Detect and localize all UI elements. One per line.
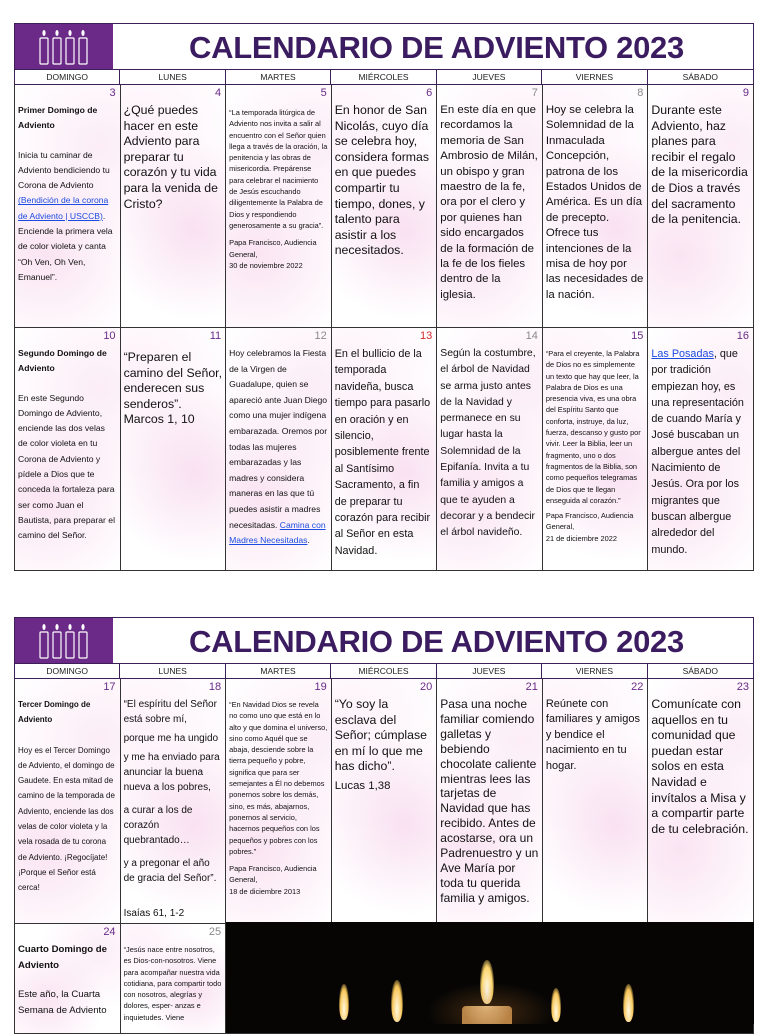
scripture-quote: “Yo soy la esclava del Señor; cúmplase en mí lo que me has dicho”. [334, 697, 427, 774]
weekday-label: VIERNES [542, 664, 647, 678]
day-text: Pasa una noche familiar comiendo galletas y bebiendo chocolate caliente mientras lees las tarjetas de Navidad que has recibido. Antes de acostarse, ora un Padrenuestro y un Ave María por toda tu querida familia y amigos. [440, 697, 539, 905]
day-number: 10 [103, 330, 116, 342]
day-number: 25 [208, 926, 222, 938]
pope-quote: “En Navidad Dios se revela no como uno que está en lo alto y que domina el universo, sino como Aquél que se abaja, desciende sobre la tierra pequeño y pobre, significa que para ser semejantes a Él no debemos ponernos sobre los demás, sino, es más, abajarnos, ponernos al servicio, hacernos pequeños con los pequeños y pobres con los pobres.” [229, 700, 328, 856]
day-cell-21 [437, 679, 543, 924]
day-text: En este día en que recordamos la memoria de San Ambrosio de Milán, un obispo y gran maestro de la fe, ora por el clero y por quienes han sido encargados de la formación de la fe de los fieles dentro de la iglesia. [440, 104, 538, 301]
week-row [14, 85, 754, 328]
quote-source: Papa Francisco, Audiencia General, [229, 238, 317, 259]
day-text: Hoy es el Tercer Domingo de Adviento, el domingo de Gaudete. En esta mitad de camino de la temporada de Adviento, enciende las dos velas de color violeta y la vela rosada de tu corona de Adviento. ¡Regocíjate! ¡Porque el Señor está cerca! [18, 745, 115, 893]
day-number: 21 [525, 681, 538, 693]
day-text: ¿Qué puedes hacer en este Adviento para preparar tu corazón y tu vida para la venida de Cristo? [123, 103, 218, 211]
day-number: 23 [736, 681, 749, 693]
weekday-label: JUEVES [437, 664, 542, 678]
day-text: En honor de San Nicolás, cuyo día se celebra hoy, considera formas en que puedes compartir tu tiempo, dones, y talento para asistir a los necesitados. [334, 103, 430, 258]
advent-candles-logo [15, 24, 113, 69]
day-number: 20 [420, 681, 433, 693]
day-cell-5 [226, 85, 332, 328]
blessing-link[interactable]: (Bendición de la corona de Adviento | USCCB) [18, 195, 109, 221]
day-text: Reúnete con familiares y amigos y bendice el nacimiento en tu hogar. [545, 698, 640, 772]
weekday-label: SÁBADO [682, 72, 718, 82]
day-cell-7 [437, 85, 543, 328]
day-number: 12 [314, 330, 327, 342]
day-text: . Enciende la primera vela de color violeta y canta “Oh Ven, Oh Ven, Emanuel”. [18, 210, 113, 282]
candles-icon [34, 28, 94, 66]
day-cell-6 [332, 85, 438, 328]
day-number: 9 [742, 87, 749, 99]
scripture-ref: Marcos 1, 10 [123, 412, 195, 427]
day-text: Comunícate con aquellos en tu comunidad que puedan estar solos en esta Navidad e invítalos a Misa y a compartir parte de tu celebración. [651, 697, 749, 836]
day-cell-23 [648, 679, 754, 924]
pope-quote: “Jesús nace entre nosotros, es Dios-con-nosotros. Viene para acompañar nuestra vida cotidiana, para compartir todo con nosotros, alegrías y dolores, esper- anzas e inquietudes. Viene [123, 945, 222, 1022]
sunday-heading: Cuarto Domingo de Adviento [18, 944, 108, 971]
quote-date: 18 de diciembre 2013 [229, 886, 301, 896]
day-number: 6 [426, 87, 433, 99]
day-number: 17 [103, 681, 116, 693]
weekday-label: LUNES [120, 664, 225, 678]
day-cell-17 [15, 679, 121, 924]
day-cell-24 [15, 924, 121, 1034]
weekday-label: DOMINGO [15, 664, 120, 678]
day-cell-19 [226, 679, 332, 924]
day-text: , que por tradición empiezan hoy, es una representación de cuando María y José buscaban un albergue antes del Nacimiento de Jesús. Ora por los migrantes que buscan albergue alrededor del mundo. [651, 348, 744, 556]
posadas-link[interactable]: Las Posadas [651, 348, 714, 360]
weekday-label: LUNES [120, 70, 225, 84]
day-text: Este año, la Cuarta Semana de Adviento [18, 989, 107, 1016]
weekday-label: MIÉRCOLES [331, 664, 436, 678]
day-text: Hoy se celebra la Solemnidad de la Inmaculada Concepción, patrona de los Estados Unidos de América. Es un día de precepto. Ofrece tus intenciones de la misa de hoy por las necesidades de la nación. [545, 104, 644, 301]
weekday-label: JUEVES [437, 70, 542, 84]
sunday-heading: Segundo Domingo de Adviento [18, 348, 107, 374]
weekday-label: MARTES [226, 70, 331, 84]
candles-photo [226, 922, 754, 1024]
day-cell-10 [15, 328, 121, 571]
day-cell-8 [543, 85, 649, 328]
day-cell-25 [121, 924, 227, 1034]
weekday-label: SÁBADO [682, 666, 718, 676]
pope-quote: “Para el creyente, la Palabra de Dios no es simplemente un texto que hay que leer, la Palabra de Dios es una presencia viva, es una obra del Espíritu Santo que conforta, instruye, da luz, fuerza, descanso y gusto por vivir. Leer la Biblia, leer un fragmento, uno o dos fragmentos de la Biblia, son como pequeños telegramas de Dios que te llegan enseguida al corazón.” [545, 349, 641, 505]
day-number: 15 [631, 330, 644, 342]
day-number: 7 [531, 87, 538, 99]
scripture-line: y a pregonar el año de gracia del Señor”. [123, 858, 217, 884]
week-row [14, 679, 754, 924]
quote-date: 21 de diciembre 2022 [545, 533, 617, 543]
scripture-ref: Isaías 61, 1-2 [123, 908, 185, 919]
day-number: 22 [631, 681, 644, 693]
day-number: 18 [208, 681, 222, 693]
day-text: En este Segundo Domingo de Adviento, enciende las dos velas de color violeta en tu Corona de Adviento y pídele a Dios que te conceda la fortaleza para ser como Juan el Bautista, para preparar el camino del Señor. [18, 392, 115, 541]
calendar-title: CALENDARIO DE ADVIENTO 2023 [189, 624, 684, 659]
day-cell-13 [332, 328, 438, 571]
day-number: 24 [103, 926, 116, 938]
day-cell-20 [332, 679, 438, 924]
day-cell-3 [15, 85, 121, 328]
day-number: 14 [525, 330, 538, 342]
day-number: 11 [209, 330, 222, 342]
weekday-label: MIÉRCOLES [331, 70, 436, 84]
calendar-header [14, 23, 754, 69]
day-text: Según la costumbre, el árbol de Navidad se arma justo antes de la Navidad y permanece en su lugar hasta la Solemnidad de la Epifanía. Invita a tu familia y amigos a que te ayuden a decorar y a bendecir el árbol navideño. [440, 348, 536, 539]
weekday-header [14, 69, 754, 85]
scripture-line: y me ha enviado para anunciar la buena nueva a los pobres, [123, 752, 220, 793]
day-text: Durante este Adviento, haz planes para recibir el regalo de la misericordia de Dios a través del sacramento de la penitencia. [651, 103, 748, 227]
quote-source: Papa Francisco, Audiencia General, [229, 864, 317, 885]
day-number: 5 [320, 87, 327, 99]
day-cell-18 [121, 679, 227, 924]
day-cell-12 [226, 328, 332, 571]
weekday-label: MARTES [226, 664, 331, 678]
day-cell-4 [121, 85, 227, 328]
day-number: 16 [736, 330, 749, 342]
sunday-heading: Tercer Domingo de Adviento [18, 700, 91, 725]
day-text: Inicia tu caminar de Adviento bendiciendo tu Corona de Adviento [18, 149, 110, 191]
sunday-heading: Primer Domingo de Adviento [18, 105, 98, 131]
day-number: 3 [109, 87, 116, 99]
day-text: Hoy celebramos la Fiesta de la Virgen de Guadalupe, quien se apareció ante Juan Diego como una mujer indígena embarazada. Oremos por todas las mujeres embarazadas y las madres y considera maneras en las que tú puedes asistir a madres necesitadas. [229, 348, 328, 530]
calendar-header [14, 617, 754, 663]
day-number: 13 [420, 330, 433, 342]
scripture-line: porque me ha ungido [123, 733, 219, 744]
weekday-header [14, 663, 754, 679]
calendar-title: CALENDARIO DE ADVIENTO 2023 [189, 30, 684, 65]
week-row [14, 328, 754, 571]
quote-date: 30 de noviembre 2022 [229, 260, 303, 270]
day-cell-14 [437, 328, 543, 571]
day-number: 19 [314, 681, 327, 693]
scripture-line: a curar a los de corazón quebrantado… [123, 805, 193, 846]
scripture-ref: Lucas 1,38 [334, 779, 391, 792]
day-cell-15 [543, 328, 649, 571]
day-cell-9 [648, 85, 754, 328]
day-cell-16 [648, 328, 754, 571]
day-cell-11 [121, 328, 227, 571]
day-cell-22 [543, 679, 649, 924]
pope-quote: “La temporada litúrgica de Adviento nos invita a salir al encuentro con el Señor quien llega a través de la oración, la penitencia y las obras de misericordia. Prepárense para celebrar el nacimiento de Jesús escuchando diligentemente la Palabra de Dios y respondiendo generosamente a su gracia”. [229, 108, 328, 230]
calendar-page-1 [14, 23, 754, 571]
weekday-label: DOMINGO [15, 70, 120, 84]
day-text: En el bullicio de la temporada navideña, busca tiempo para pasarlo en oración y en silencio, posiblemente frente al Santísimo Sacramento, a fin de preparar tu corazón para recibir al Señor en esta Navidad. [334, 348, 431, 557]
day-number: 8 [637, 87, 644, 99]
day-number: 4 [215, 87, 222, 99]
candles-icon [34, 622, 94, 660]
quote-source: Papa Francisco, Audiencia General, [545, 511, 634, 532]
advent-candles-logo [15, 618, 113, 663]
scripture-line: “El espíritu del Señor está sobre mí, [123, 699, 217, 725]
weekday-label: VIERNES [542, 70, 647, 84]
mothers-link[interactable]: Camina con Madres Necesitadas [229, 519, 326, 546]
scripture-quote: “Preparen el camino del Señor, enderecen sus senderos”. [123, 350, 222, 411]
day-text: . [307, 535, 310, 546]
